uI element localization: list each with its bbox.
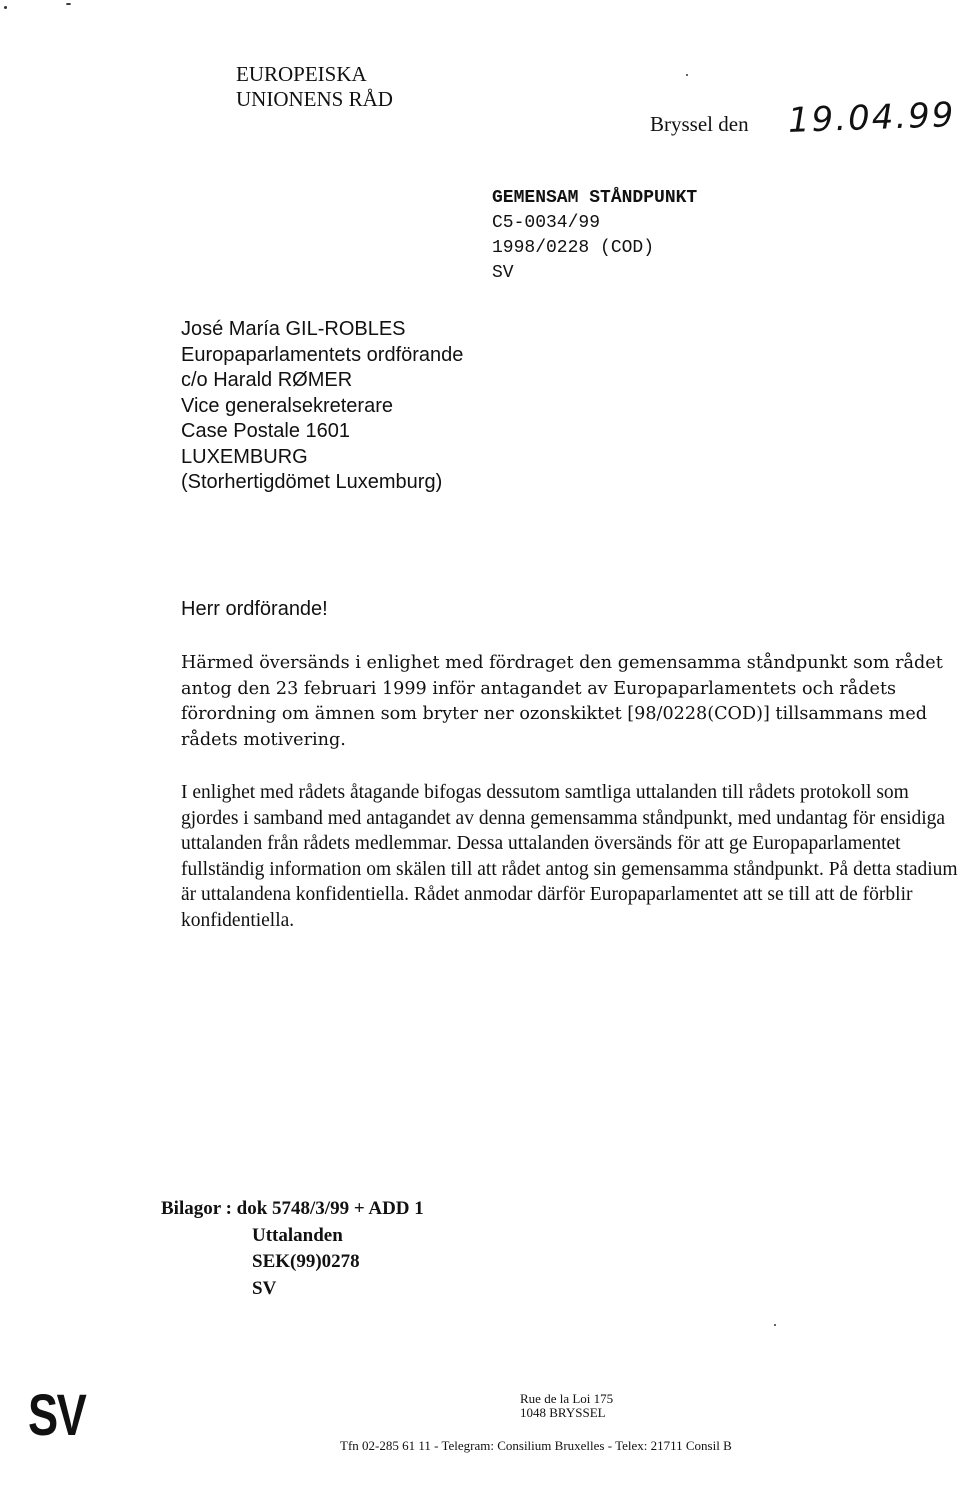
scan-speck: [774, 1324, 776, 1326]
address-line: c/o Harald RØMER: [181, 369, 353, 391]
enclosure-line: Bilagor : dok 5748/3/99 + ADD 1: [161, 1198, 424, 1219]
reference-title: GEMENSAM STÅNDPUNKT: [492, 188, 698, 208]
footer-contact: Tfn 02-285 61 11 - Telegram: Consilium Bruxelles - Telex: 21711 Consil B: [340, 1438, 732, 1453]
body-paragraph-1: Härmed översänds i enlighet med fördraget den gemensamma ståndpunkt som rådet antog den 23 februari 1999 inför antagandet av Europaparlamentets och rådets förordning om ämnen som bryter ner ozonskiktet [98/0228(COD)] tillsammans med rådets motivering.: [181, 653, 943, 750]
issuing-organization: [236, 62, 393, 112]
body-paragraph-2: I enlighet med rådets åtagande bifogas dessutom samtliga uttalanden till rådets protokoll som gjordes i samband med antagandet av denna gemensamma ståndpunkt, med undantag för ensidiga uttalanden från rådets medlemmar. Dessa uttalanden översänds för att ge Europaparlamentet fullständig information om skälen till att rådet antog sin gemensamma ståndpunkt. På detta stadium är uttalandena konfidentiella. Rådet anmodar därför Europaparlamentet att se till att de förblir konfidentiella.: [181, 782, 958, 931]
enclosure-line: SV: [252, 1277, 277, 1299]
reference-block: [492, 186, 697, 286]
reference-code: C5-0034/99: [492, 213, 601, 233]
footer-street: Rue de la Loi 175: [520, 1391, 614, 1406]
address-line: José María GIL-ROBLES: [181, 318, 406, 340]
enclosures: [161, 1196, 424, 1302]
organization-name-line2: UNIONENS RÅD: [236, 87, 393, 111]
address-line: Vice generalsekreterare: [181, 394, 393, 417]
scan-speck: [686, 74, 688, 76]
salutation: Herr ordförande!: [181, 598, 328, 620]
footer-city: 1048 BRYSSEL: [520, 1405, 606, 1420]
scan-speck: [4, 6, 7, 9]
recipient-address: [181, 317, 463, 496]
date-label: Bryssel den: [650, 112, 749, 136]
enclosure-line: Uttalanden: [252, 1224, 343, 1246]
enclosure-line: SEK(99)0278: [252, 1251, 360, 1272]
address-line: Europaparlamentets ordförande: [181, 343, 464, 366]
address-line: LUXEMBURG: [181, 445, 308, 468]
handwritten-date: 19.04.99: [787, 95, 957, 141]
procedure-code: 1998/0228 (COD): [492, 238, 655, 258]
address-line: (Storhertigdömet Luxemburg): [181, 471, 443, 493]
language-mark: SV: [28, 1383, 86, 1448]
footer-address: [520, 1392, 613, 1420]
organization-name-line1: EUROPEISKA: [236, 62, 367, 86]
scan-speck: [66, 3, 71, 5]
reference-language: SV: [492, 263, 514, 283]
address-line: Case Postale 1601: [181, 420, 351, 442]
